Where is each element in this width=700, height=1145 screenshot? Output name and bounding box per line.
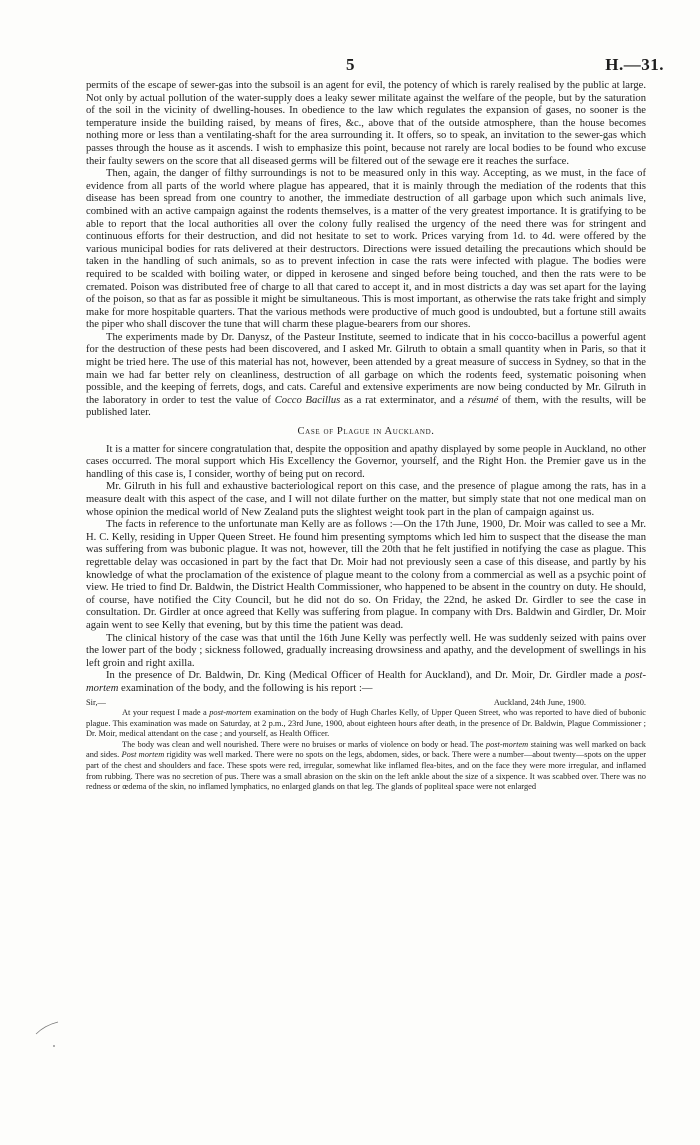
italic-term: post-mortem xyxy=(209,708,252,718)
paragraph-rodents: Then, again, the danger of filthy surroundings is not to be measured only in this way. Accepting, as we must, in the face of evidence from all parts of the world where plague has appeared, that it is mainly through the mediation of the rodents that this disease has been spread from one country to another, the immediate destruction of all garbage upon which such animals live, combined with an active campaign against the rodents themselves, is a matter of the very greatest importance. It is gratifying to be able to report that the local authorities all over the colony fully realised the urgency of the need there was for stringent and continuous efforts for their destruction, and did not hesitate to set to work. Prices varying from 1d. to 4d. were offered by the various municipal bodies for rats delivered at their destructors. Directions were issued detailing the precautions which should be taken in the handling of such animals, so as to prevent infection in case the rats were infected with plague. The bodies were required to be scalded with boiling water, or dipped in kerosene and singed before being touched, and then the rats were to be cremated. Poison was distributed free of charge to all that cared to accept it, and in most districts a day was set apart for the laying of the poison, so that as far as possible it might be simultaneous. This is most important, as otherwise the rats take fright and simply make for more hospitable quarters. That the various methods were productive of much good is undoubted, but a fortune still awaits the piper who shall discover the tune that will charm these plague-bearers from our shores. xyxy=(86,168,646,331)
report-paragraph-2 xyxy=(86,740,646,793)
report-paragraph-1 xyxy=(86,708,646,740)
paragraph-danysz-experiments xyxy=(86,332,646,420)
text-segment: In the presence of Dr. Baldwin, Dr. King (Medical Officer of Health for Auckland), and Dr. Moir, Dr. Girdler made a xyxy=(106,670,625,682)
section-heading xyxy=(86,426,646,439)
paragraph-sewer-gas: permits of the escape of sewer-gas into the subsoil is an agent for evil, the potency of which is rarely realised by the public at large. Not only by actual pollution of the water-supply does a leaky sewer militate against the welfare of the people, but by the saturation of the soil in the vicinity of dwelling-houses. In obedience to the law which regulates the expansion of gases, no sooner is the temperature inside the building raised, by means of fires, &c., above that of the outside atmosphere, than the house becomes nothing more or less than a ventilating-shaft for the area surrounding it. It offers, so to speak, an invitation to the sewer-gas which passes through the house as it ascends. I wish to emphasize this point, because not rarely are local bodies to be found who excuse their faulty sewers on the score that all diseased germs will be filtered out of the sewage ere it reaches the surface. xyxy=(86,80,646,167)
text-segment: of them, with the results, will be published later. xyxy=(86,394,646,419)
post-mortem-report xyxy=(86,698,646,793)
italic-term: post-mortem xyxy=(485,739,529,749)
paragraph-kelly-facts: The facts in reference to the unfortunate man Kelly are as follows :—On the 17th June, 1900, Dr. Moir was called to see a Mr. H. C. Kelly, residing in Upper Queen Street. He found him presenting symptoms which led him to suspect that the disease the man was suffering from was bubonic plague. It was not, however, till the 20th that he felt justified in notifying the case as plague. This regrettable delay was occasioned in part by the fact that Dr. Moir had not previously seen a case of this disease, and partly by his knowledge of what the proclamation of the existence of plague meant to the colony from a commercial as well as a psychic point of view. He tried to find Dr. Baldwin, the District Health Commissioner, who happened to be absent in the country on duty. He should, of course, have notified the City Council, but he did not do so. On Friday, the 22nd, he asked Dr. Girdler to see the case in consultation. Dr. Girdler at once agreed that Kelly was suffering from plague. In company with Drs. Baldwin and Girdler, Dr. Moir again went to see Kelly that evening, but by this time the patient was dead. xyxy=(86,519,646,631)
report-place-date: Auckland, 24th June, 1900. xyxy=(493,697,586,707)
document-code: H.—31. xyxy=(605,55,664,74)
italic-term: Post mortem xyxy=(121,750,165,760)
italic-term: résumé xyxy=(467,394,499,406)
text-segment: rigidity was well marked. There were no spots on the legs, abdomen, sides, or back. There were a number—about twenty—spots on the upper part of the chest and shoulders and face. These spots were red, irregular, somewhat like inflamed flea-bites, and on the face they were more irregular, and inflamed from rubbing. There was no secretion of pus. There was a small abrasion on the skin on the left ankle about the size of a sixpence. It was scabbed over. There was no redness or œdema of the skin, no inflamed lymphatics, no enlarged glands on that leg. The glands of popliteal space were not enlarged xyxy=(86,750,646,792)
text-segment: The experiments made by Dr. Danysz, of the Pasteur Institute, seemed to indicate that in his cocco-bacillus a powerful agent for the destruction of these pests had been discovered, and I asked Mr. Gilruth to obtain a small quantity when in Paris, so that it might be tried here. The use of this material has not, however, been attended by a great measure of success in Sydney, so that in the main we had far better rely on cleanliness, destruction of all garbage on which the rodents feed, systematic poisoning when possible, and the keeping of ferrets, dogs, and cats. Careful and extensive experiments are now being conducted by Mr. Gilruth in the laboratory in order to test the value of xyxy=(86,331,646,406)
paragraph-clinical-history: The clinical history of the case was that until the 16th June Kelly was perfectly well. He was suddenly seized with pains over the lower part of the body ; sickness followed, gradually increasing drowsiness and apathy, and the development of swellings in his left groin and right axilla. xyxy=(86,632,646,669)
italic-term: post-mortem xyxy=(86,670,646,694)
report-salutation: Sir,— xyxy=(86,697,106,707)
italic-term: Cocco Bacillus xyxy=(274,394,341,406)
document-body xyxy=(86,80,646,793)
text-segment: as a rat exterminator, and a xyxy=(340,394,468,406)
paragraph-gilruth-report: Mr. Gilruth in his full and exhaustive bacteriological report on this case, and the presence of plague among the rats, has in a measure dealt with this aspect of the case, and I will not dilate further on the matter, but simply state that not one medical man on whose opinion the medical world of New Zealand puts the slightest weight took part in the plan of campaign against us. xyxy=(86,481,646,518)
margin-pencil-mark xyxy=(34,1018,62,1048)
section-heading-text: Case of Plague in Auckland. xyxy=(297,426,435,438)
text-segment: At your request I made a xyxy=(122,708,210,718)
text-segment: examination of the body, and the following is his report :— xyxy=(118,682,373,694)
page-number: 5 xyxy=(346,55,355,74)
paragraph-post-mortem-intro xyxy=(86,670,646,695)
text-segment: The body was clean and well nourished. There were no bruises or marks of violence on body or head. The xyxy=(122,739,486,749)
text-segment: examination on the body of Hugh Charles Kelly, of Upper Queen Street, who was reported to have died of bubonic plague. This examination was made on Saturday, at 2 p.m., 23rd June, 1900, about eighteen hours after death, in the presence of Dr. Baldwin, Plague Commissioner ; Dr. Moir, medical attendant on the case ; and yourself, as Health Officer. xyxy=(86,708,646,739)
text-segment: staining was well marked on back and sides. xyxy=(86,739,646,760)
paragraph-congratulation: It is a matter for sincere congratulation that, despite the opposition and apathy displayed by some people in Auckland, no other cases occurred. The moral support which His Excellency the Governor, yourself, and the Right Hon. the Premier gave us in the handling of this case is, I consider, worthy of being put on record. xyxy=(86,443,646,480)
report-header xyxy=(86,698,646,709)
